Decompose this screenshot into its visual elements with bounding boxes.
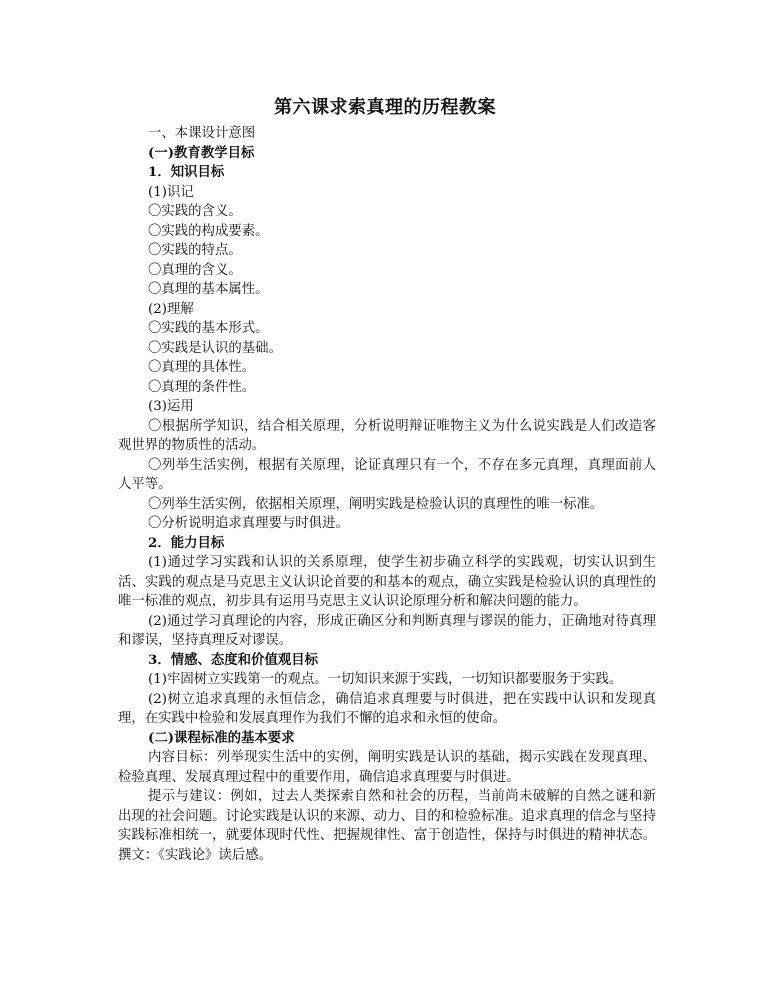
list-item: 〇真理的条件性。 [148,379,256,395]
section-heading: 一、本课设计意图 [148,126,256,141]
section-heading: (二)课程标准的基本要求 [148,729,295,746]
section-heading: (一)教育教学目标 [148,144,255,161]
paragraph: 提示与建议：例如，过去人类探索自然和社会的历程，当前尚未破解的自然之谜和新出现的社会问题。讨论实践是认识的来源、动力、目的和检验标准。追求真理的信念与坚持实践标准相统一，就要体现时代性、把握规律性、富于创造性，保持与时俱进的精神状态。撰文：《实践论》读后感。 [118,789,656,863]
list-item: (3)运用 [148,399,194,414]
paragraph: 内容目标：列举现实生活中的实例，阐明实践是认识的基础，揭示实践在发现真理、检验真理、发展真理过程中的重要作用，确信追求真理要与时俱进。 [118,750,656,785]
paragraph: (2)树立追求真理的永恒信念，确信追求真理要与时俱进，把在实践中认识和发现真理，在实践中检验和发展真理作为我们不懈的追求和永恒的使命。 [118,691,656,726]
list-item: 〇真理的具体性。 [148,360,256,375]
paragraph: 〇根据所学知识，结合相关原理，分析说明辩证唯物主义为什么说实践是人们改造客观世界的物质性的活动。 [118,418,656,453]
list-item: 〇实践的基本形式。 [148,321,269,336]
list-item: 〇真理的基本属性。 [148,282,269,297]
list-item: 〇实践的构成要素。 [148,223,269,239]
document-body [118,124,656,865]
list-item: 〇实践的含义。 [148,204,242,219]
section-heading: 1．知识目标 [148,164,225,180]
section-heading: 3．情感、态度和价值观目标 [148,651,319,668]
list-item: 〇实践的特点。 [148,243,242,258]
section-heading: 2．能力目标 [148,534,225,551]
list-item: 〇实践是认识的基础。 [148,340,282,356]
paragraph: (1)牢固树立实践第一的观点。一切知识来源于实践，一切知识都要服务于实践。 [148,672,623,687]
list-item: (1)识记 [148,184,194,200]
paragraph: (1)通过学习实践和认识的关系原理，使学生初步确立科学的实践观，切实认识到生活、实践的观点是马克思主义认识论首要的和基本的观点，确立实践是检验认识的真理性的唯一标准的观点，初步具有运用马克思主义认识论原理分析和解决问题的能力。 [118,555,656,609]
document-title: 第六课求索真理的历程教案 [274,97,496,118]
paragraph: 〇分析说明追求真理要与时俱进。 [148,516,349,531]
paragraph: 〇列举生活实例，依据相关原理，阐明实践是检验认识的真理性的唯一标准。 [148,496,604,512]
paragraph: (2)通过学习真理论的内容，形成正确区分和判断真理与谬误的能力，正确地对待真理和谬误，坚持真理反对谬误。 [118,613,656,648]
list-item: (2)理解 [148,301,194,317]
list-item: 〇真理的含义。 [148,262,242,278]
paragraph: 〇列举生活实例，根据有关原理，论证真理只有一个，不存在多元真理，真理面前人人平等。 [118,457,656,492]
